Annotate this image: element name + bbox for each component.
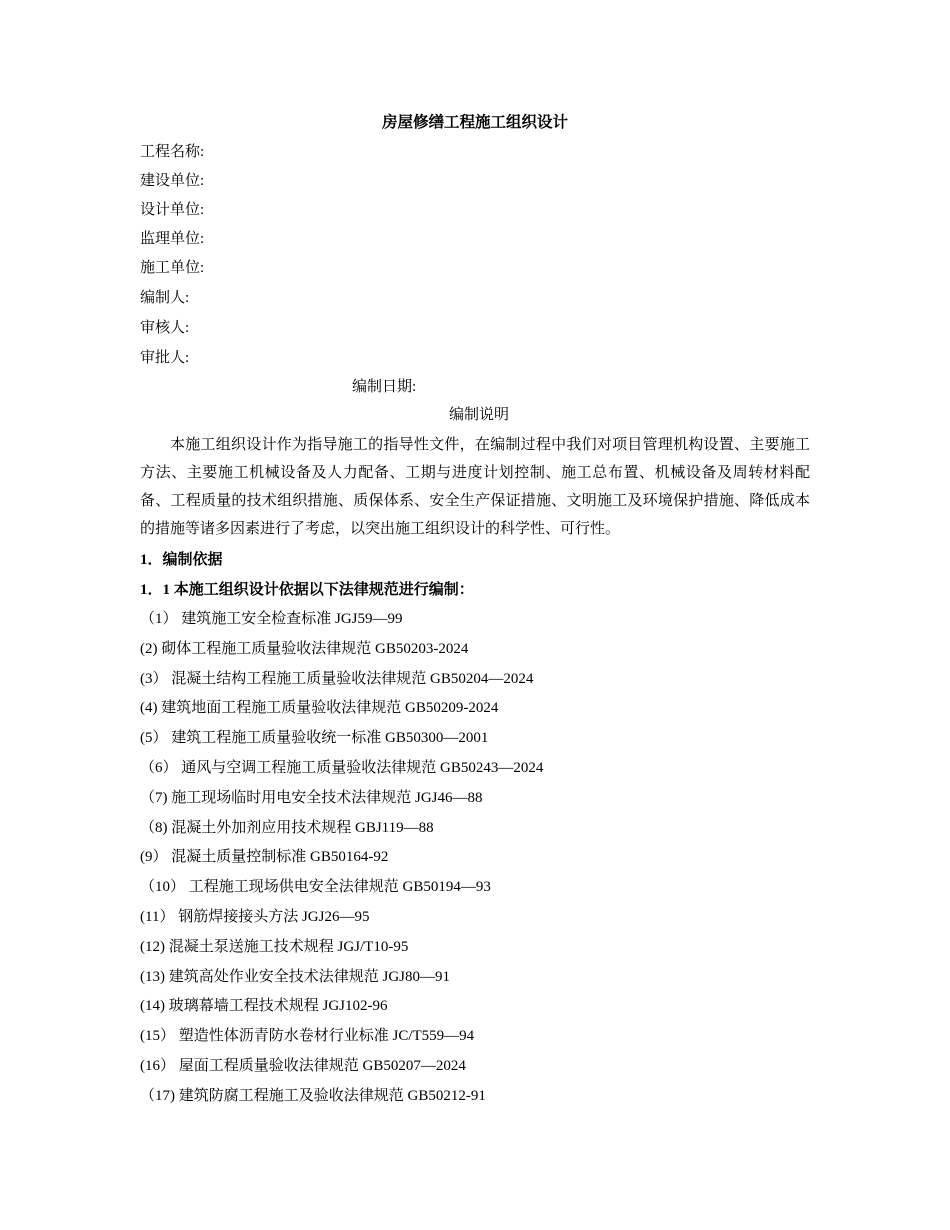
list-item: (3） 混凝土结构工程施工质量验收法律规范 GB50204—2024 bbox=[140, 670, 534, 687]
field-project-name: 工程名称: bbox=[140, 144, 205, 160]
list-item: (15） 塑造性体沥青防水卷材行业标准 JC/T559—94 bbox=[140, 1028, 475, 1045]
document-content bbox=[140, 112, 810, 1112]
field-supervisor: 监理单位: bbox=[140, 231, 205, 247]
info-fields bbox=[140, 138, 810, 373]
list-item: （7) 施工现场临时用电安全技术法律规范 JGJ46—88 bbox=[140, 789, 483, 806]
field-approver: 审批人: bbox=[140, 350, 190, 366]
section-title: 编制说明 bbox=[448, 407, 509, 423]
document-title: 房屋修缮工程施工组织设计 bbox=[381, 114, 568, 131]
heading-basis: 1．编制依据 bbox=[140, 552, 223, 568]
heading-basis-standards: 1．1 本施工组织设计依据以下法律规范进行编制： bbox=[140, 582, 474, 598]
list-item: (14) 玻璃幕墙工程技术规程 JGJ102-96 bbox=[140, 998, 388, 1015]
field-contractor: 施工单位: bbox=[140, 260, 205, 276]
field-author: 编制人: bbox=[140, 290, 190, 306]
list-item: (11） 钢筋焊接接头方法 JGJ26—95 bbox=[140, 908, 370, 925]
date-label: 编制日期: bbox=[352, 379, 417, 395]
list-item: （17) 建筑防腐工程施工及验收法律规范 GB50212-91 bbox=[140, 1087, 486, 1104]
list-item: （10） 工程施工现场供电安全法律规范 GB50194—93 bbox=[140, 879, 491, 896]
list-item: (9） 混凝土质量控制标准 GB50164-92 bbox=[140, 849, 389, 866]
standards-list bbox=[140, 605, 810, 1112]
list-item: (4) 建筑地面工程施工质量验收法律规范 GB50209-2024 bbox=[140, 700, 499, 717]
list-item: (16） 屋面工程质量验收法律规范 GB50207—2024 bbox=[140, 1057, 466, 1074]
field-designer: 设计单位: bbox=[140, 202, 205, 218]
field-client: 建设单位: bbox=[140, 173, 205, 189]
list-item: (12) 混凝土泵送施工技术规程 JGJ/T10-95 bbox=[140, 938, 409, 955]
list-item: （6） 通风与空调工程施工质量验收法律规范 GB50243—2024 bbox=[140, 759, 544, 776]
intro-paragraph: 本施工组织设计作为指导施工的指导性文件，在编制过程中我们对项目管理机构设置、主要施工方法、主要施工机械设备及人力配备、工期与进度计划控制、施工总布置、机械设备及周转材料配备、工程质量的技术组织措施、质保体系、安全生产保证措施、文明施工及环境保护措施、降低成本的措施等诸多因素进行了考虑，以突出施工组织设计的科学性、可行性。 bbox=[140, 437, 810, 537]
list-item: (13) 建筑高处作业安全技术法律规范 JGJ80—91 bbox=[140, 968, 450, 985]
list-item: （8) 混凝土外加剂应用技术规程 GBJ119—88 bbox=[140, 819, 434, 836]
list-item: (2) 砌体工程施工质量验收法律规范 GB50203-2024 bbox=[140, 640, 469, 657]
list-item: (5） 建筑工程施工质量验收统一标准 GB50300—2001 bbox=[140, 730, 489, 747]
field-reviewer: 审核人: bbox=[140, 320, 190, 336]
list-item: （1） 建筑施工安全检查标准 JGJ59—99 bbox=[140, 611, 403, 627]
